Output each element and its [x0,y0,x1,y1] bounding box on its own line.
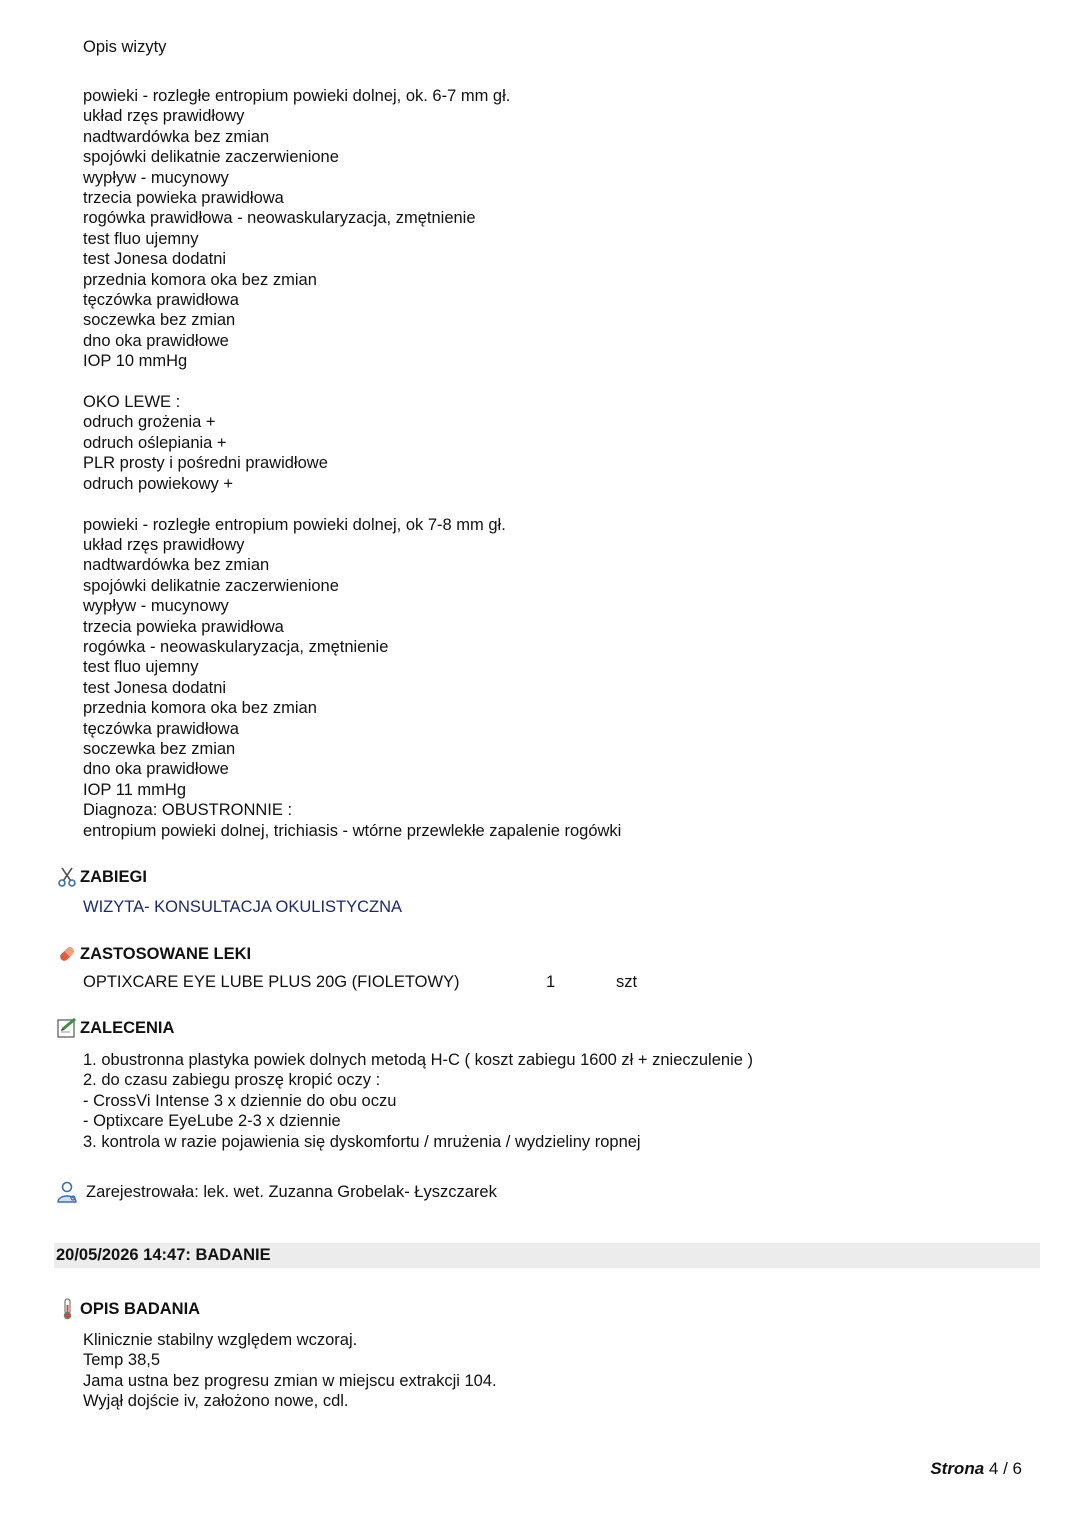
desc-line: przednia komora oka bez zmian [83,699,317,718]
left-eye-heading: OKO LEWE : [83,393,181,412]
desc-line: IOP 10 mmHg [83,352,188,371]
exam-line: Jama ustna bez progresu zmian w miejscu extrakcji 104. [83,1371,497,1390]
desc-line: soczewka bez zmian [83,311,236,330]
visit-description-title: Opis wizyty [83,38,167,56]
desc-line: test Jonesa dodatni [83,678,227,697]
desc-line: układ rzęs prawidłowy [83,535,245,554]
desc-line: rogówka - neowaskularyzacja, zmętnienie [83,637,389,656]
desc-line: spojówki delikatnie zaczerwienione [83,148,339,167]
edit-note-icon [56,1017,78,1039]
visit-description [0,86,621,841]
desc-line: rogówka prawidłowa - neowaskularyzacja, zmętnienie [83,209,476,228]
desc-line: powieki - rozległe entropium powieki dolnej, ok. 6-7 mm gł. [83,87,511,105]
zabiegi-section-header [56,866,147,888]
spacer [0,494,621,514]
visit-header-bar [54,1243,1040,1268]
right-eye-block [0,86,621,372]
total-pages: / 6 [1003,1459,1022,1478]
visit-header-text: 20/05/2026 14:47: BADANIE [56,1246,271,1264]
examination-description [0,1330,497,1412]
current-page: 4 [988,1459,999,1478]
exam-line: Wyjął dojście iv, założono nowe, cdl. [83,1392,349,1411]
desc-line: wypływ - mucynowy [83,168,229,187]
desc-line: wypływ - mucynowy [83,597,229,616]
recommendation-line: - Optixcare EyeLube 2-3 x dziennie [83,1112,341,1131]
desc-line: tęczówka prawidłowa [83,291,239,310]
scissors-icon [56,866,78,888]
diagnosis-heading: Diagnoza: OBUSTRONNIE : [83,801,293,820]
pill-icon [56,943,78,965]
desc-line: układ rzęs prawidłowy [83,107,245,126]
desc-line: test fluo ujemny [83,658,199,677]
desc-line: test fluo ujemny [83,229,199,248]
desc-line: spojówki delikatnie zaczerwienione [83,576,339,595]
procedure-item: WIZYTA- KONSULTACJA OKULISTYCZNA [83,898,403,916]
desc-line: przednia komora oka bez zmian [83,270,317,289]
zabiegi-list [0,897,402,917]
desc-line: tęczówka prawidłowa [83,719,239,738]
zalecenia-title: ZALECENIA [80,1018,175,1037]
recommendations-list [0,1050,753,1152]
left-eye-header-block [0,392,621,494]
desc-line: soczewka bez zmian [83,739,236,758]
recommendation-line: 1. obustronna plastyka powiek dolnych metodą H-C ( koszt zabiegu 1600 zł + znieczulenie ) [83,1051,753,1069]
desc-line: trzecia powieka prawidłowa [83,189,284,208]
desc-line: PLR prosty i pośredni prawidłowe [83,454,328,473]
diagnosis-text: entropium powieki dolnej, trichiasis - wtórne przewlekłe zapalenie rogówki [83,821,622,840]
desc-line: odruch grożenia + [83,413,216,432]
desc-line: nadtwardówka bez zmian [83,556,270,575]
desc-line: trzecia powieka prawidłowa [83,617,284,636]
leki-title: ZASTOSOWANE LEKI [80,944,252,963]
opis-badania-title: OPIS BADANIA [80,1299,201,1318]
desc-line: dno oka prawidłowe [83,331,229,350]
leki-section-header [56,943,251,965]
medication-row [83,972,637,992]
page-number [930,1459,1022,1479]
desc-line: odruch oślepiania + [83,433,227,452]
spacer [0,372,621,392]
page-label: Strona [930,1459,985,1478]
medication-unit: szt [616,973,638,991]
desc-line: IOP 11 mmHg [83,780,187,799]
exam-line: Temp 38,5 [83,1351,161,1370]
registered-by-text: Zarejestrowała: lek. wet. Zuzanna Grobelak- Łyszczarek [86,1182,497,1201]
medication-name: OPTIXCARE EYE LUBE PLUS 20G (FIOLETOWY) [83,973,460,991]
zabiegi-title: ZABIEGI [80,867,147,886]
recommendation-line: - CrossVi Intense 3 x dziennie do obu oczu [83,1091,397,1110]
thermometer-icon [56,1298,78,1320]
desc-line: dno oka prawidłowe [83,760,229,779]
desc-line: odruch powiekowy + [83,474,233,493]
opis-badania-section-header [56,1298,200,1320]
exam-line: Klinicznie stabilny względem wczoraj. [83,1331,358,1349]
desc-line: nadtwardówka bez zmian [83,127,270,146]
recommendation-line: 3. kontrola w razie pojawienia się dyskomfortu / mrużenia / wydzieliny ropnej [83,1132,641,1151]
registered-by [56,1181,497,1203]
zalecenia-section-header [56,1017,174,1039]
medication-quantity: 1 [546,973,556,991]
recommendation-line: 2. do czasu zabiegu proszę kropić oczy : [83,1071,381,1090]
desc-line: powieki - rozległe entropium powieki dolnej, ok 7-8 mm gł. [83,515,506,534]
left-eye-block [0,515,621,842]
desc-line: test Jonesa dodatni [83,250,227,269]
doctor-icon [56,1181,80,1203]
